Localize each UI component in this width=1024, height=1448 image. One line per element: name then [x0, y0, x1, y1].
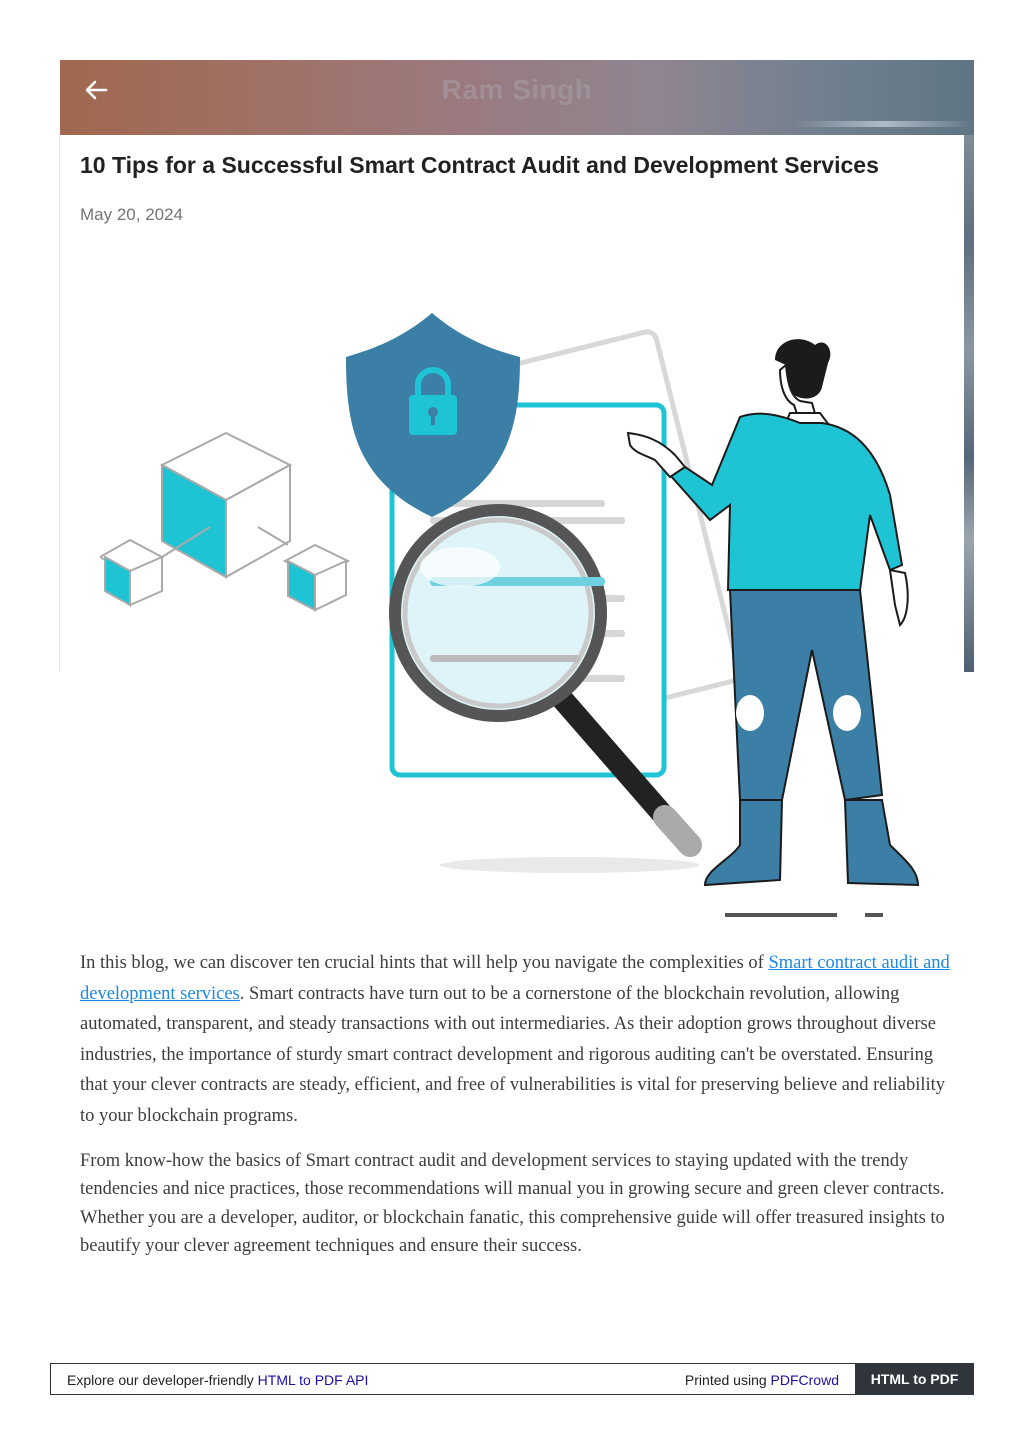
paragraph-text: . Smart contracts have turn out to be a cornerstone of the blockchain revolution, allowing automated, transparent, and steady transactions with out intermediaries. As their adoption grows throughout diverse industries, the importance of sturdy smart contract development and rigorous auditing can't be overstated. Ensuring that your clever contracts are steady, efficient, and free of vulnerabilities is vital for preserving believe and reliability to your blockchain programs. — [80, 983, 946, 1126]
pdfcrowd-link[interactable]: PDFCrowd — [770, 1372, 839, 1388]
blockchain-cubes-icon — [100, 433, 348, 610]
post-title: 10 Tips for a Successful Smart Contract Audit and Development Services — [80, 152, 879, 178]
pdfcrowd-footer — [50, 1363, 974, 1395]
blog-header — [60, 60, 974, 135]
paragraph-text: In this blog, we can discover ten crucial hints that will help you navigate the complexities of — [80, 953, 769, 973]
site-title[interactable]: Ram Singh — [441, 74, 593, 105]
article-paragraph — [80, 948, 950, 1131]
html-to-pdf-api-link[interactable]: HTML to PDF API — [257, 1372, 369, 1388]
content-left-border — [59, 135, 60, 672]
footer-printed-text: Printed using — [684, 1372, 771, 1388]
background-image-strip — [964, 135, 974, 672]
smart-contract-audit-illustration — [100, 305, 930, 925]
hero-image — [100, 305, 930, 925]
post-date: May 20, 2024 — [80, 205, 184, 224]
footer-explore — [67, 1372, 368, 1388]
smart-contract-service-link[interactable]: Smart contract audit and development services — [80, 953, 950, 1004]
footer-explore-text: Explore our developer-friendly — [67, 1372, 258, 1388]
article-body — [80, 948, 950, 1277]
footer-printed — [685, 1372, 839, 1388]
article-paragraph: From know-how the basics of Smart contract audit and development services to staying updated with the trendy tendencies and nice practices, those recommendations will manual you in growing secure and green clever contracts. Whether you are a developer, auditor, or blockchain fanatic, this comprehensive guide will offer treasured insights to beautify your clever agreement techniques and ensure their success. — [80, 1151, 945, 1257]
html-to-pdf-button[interactable]: HTML to PDF — [855, 1363, 974, 1395]
